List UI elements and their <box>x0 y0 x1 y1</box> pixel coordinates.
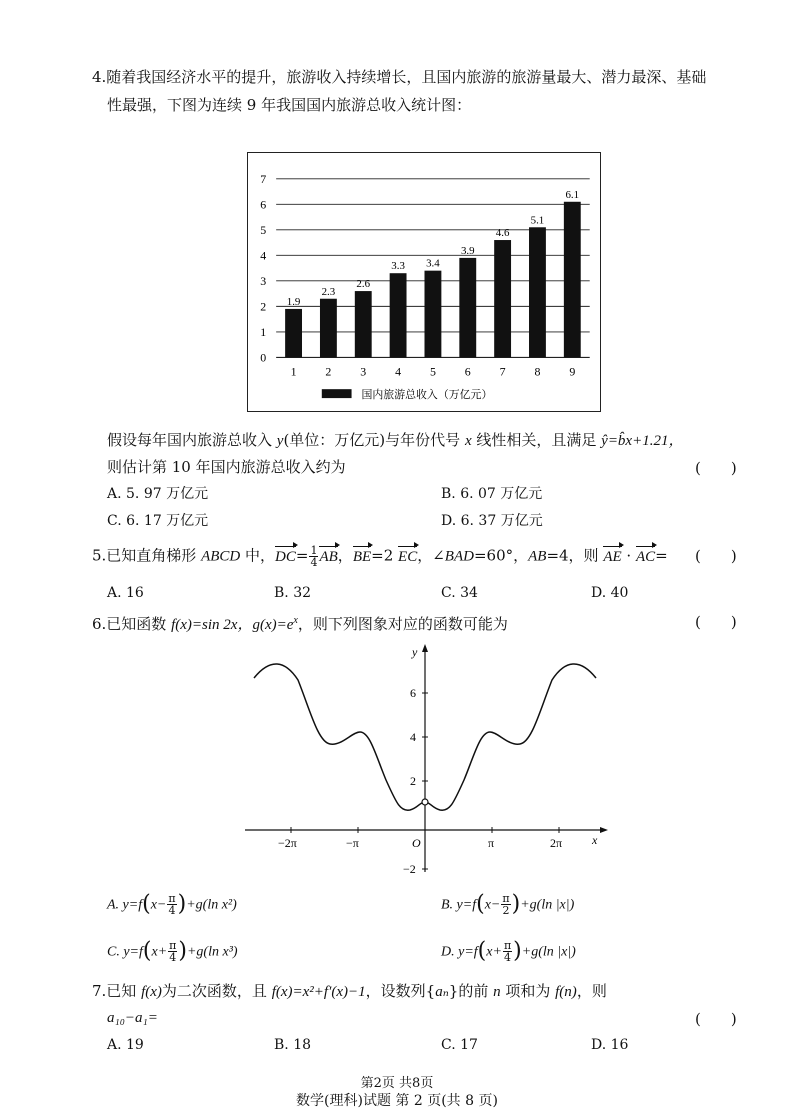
legend-swatch <box>322 389 352 398</box>
x-axis-label: x <box>592 833 598 847</box>
fraction-denominator: 4 <box>310 556 318 569</box>
fraction-numerator: 1 <box>310 544 318 557</box>
q6-c-rparen: ) <box>178 938 187 964</box>
q5-eq2: =2 <box>371 546 399 565</box>
q5-option-b: B. 32 <box>274 585 312 601</box>
q5-text-f: = <box>655 546 668 565</box>
x-tick-label: 5 <box>429 364 436 379</box>
q7-an: aₙ <box>435 984 449 1000</box>
q6-text-a: 6.已知函数 <box>92 615 172 633</box>
x-tick-label: 1 <box>290 364 297 379</box>
q4-stem-line1 <box>107 430 683 451</box>
q6-d-rparen: ) <box>513 938 522 964</box>
bar <box>390 273 407 357</box>
q5-answer-paren: ( ) <box>695 547 737 565</box>
q6-b-prefix: B. y=f <box>441 897 477 913</box>
q6-a-inner: x− <box>150 897 167 913</box>
q5-option-d: D. 40 <box>591 585 629 601</box>
q4-option-d: D. 6. 37 万亿元 <box>441 513 543 529</box>
q6-c-lparen: ( <box>142 938 152 964</box>
q5-text-c: ，∠ <box>417 546 445 565</box>
q6-d-frac-den: 4 <box>504 951 512 964</box>
function-graph <box>240 640 610 875</box>
y-axis-label: y <box>412 645 418 659</box>
x-tick-label: 3 <box>360 364 367 379</box>
q4-stem-line2: 则估计第 10 年国内旅游总收入约为 <box>107 458 346 476</box>
q6-a-frac-den: 4 <box>168 904 176 917</box>
footer-page-number: 第2页 共8页 <box>360 1076 434 1091</box>
y-tick-label: 7 <box>260 171 267 186</box>
q4-option-b: B. 6. 07 万亿元 <box>441 486 543 502</box>
q5-eq1: = <box>295 546 309 565</box>
data-label: 2.3 <box>321 285 336 298</box>
q4-line1: 4.随着我国经济水平的提升，旅游收入持续增长，且国内旅游的旅游量最大、潜力最深、基础 <box>92 68 707 86</box>
q4-option-c: C. 6. 17 万亿元 <box>107 513 209 529</box>
data-label: 3.3 <box>391 260 405 273</box>
vector-ac: AC <box>635 548 656 565</box>
y-tick-label: 1 <box>260 324 267 339</box>
q4-stem-text-c: 线性相关，且满足 <box>471 431 602 449</box>
bar <box>320 299 337 358</box>
q6-b-fraction <box>501 893 510 916</box>
q6-d-suffix: +g(ln |x|) <box>521 944 576 960</box>
bar <box>564 202 581 358</box>
y-tick-label: 5 <box>260 222 267 237</box>
x-axis-arrow <box>600 827 608 833</box>
y-tick-label: 6 <box>260 197 267 212</box>
q5-angle-bad: BAD <box>444 548 474 565</box>
bar <box>285 309 302 357</box>
q5-text-d: =60°， <box>473 546 529 565</box>
q5-comma: ， <box>337 546 353 565</box>
vector-be: BE <box>352 548 372 565</box>
q4-stem-x: x <box>464 433 472 449</box>
q7-text-g: ，则 <box>576 982 607 1000</box>
q7-stem-line2: a₁₀−a₁= <box>107 1010 158 1026</box>
q5-stem <box>92 545 668 568</box>
q6-a-rparen: ) <box>177 891 187 917</box>
x-tick-label: 7 <box>499 364 506 379</box>
q6-b-rparen: ) <box>511 891 521 917</box>
vector-ab: AB <box>319 548 338 565</box>
footer-subject: 数学(理科)试题 第 2 页(共 8 页) <box>296 1093 498 1109</box>
q5-option-c: C. 34 <box>441 585 478 601</box>
q4-stem-y: y <box>276 433 284 449</box>
x-tick-label-pi: π <box>488 836 495 850</box>
y-tick-label-neg2: −2 <box>403 862 416 875</box>
q6-b-frac-num: π <box>502 892 510 905</box>
x-tick-label: 6 <box>464 364 471 379</box>
q6-option-a <box>107 893 237 916</box>
q6-option-c <box>107 940 238 963</box>
q7-text-d: }的前 <box>448 982 494 1000</box>
bar <box>494 240 511 357</box>
y-tick-label-4: 4 <box>410 730 416 744</box>
y-axis-arrow <box>422 644 428 652</box>
data-label: 6.1 <box>565 188 580 201</box>
q5-ab-length: AB <box>528 548 547 565</box>
q6-text-b: ，则下列图象对应的函数可能为 <box>297 615 508 633</box>
q6-d-fraction <box>503 940 512 963</box>
q7-n: n <box>493 984 501 1000</box>
q7-answer-paren: ( ) <box>695 1010 737 1028</box>
bar <box>459 258 476 358</box>
y-tick-label-2: 2 <box>410 774 416 788</box>
hollow-point <box>422 799 428 805</box>
q7-text-e: 项和为 <box>500 982 556 1000</box>
bar <box>529 227 546 357</box>
q6-d-frac-num: π <box>503 939 512 952</box>
vector-ae: AE <box>603 548 622 565</box>
q6-c-frac-den: 4 <box>169 951 177 964</box>
bar <box>424 271 441 358</box>
data-label: 3.9 <box>460 244 475 257</box>
y-tick-label: 4 <box>260 248 267 263</box>
q5-abcd: ABCD <box>201 548 241 565</box>
q6-exponent: x <box>293 615 298 626</box>
origin-label: O <box>412 836 421 850</box>
q7-fx: f(x) <box>141 984 162 1000</box>
q5-text-a: 5.已知直角梯形 <box>92 546 202 565</box>
data-label: 1.9 <box>286 295 301 308</box>
x-tick-label: 8 <box>534 364 541 379</box>
q4-regression-equation: ŷ=b̂x+1.21， <box>601 433 684 449</box>
q6-b-suffix: +g(ln |x|) <box>520 897 575 913</box>
data-label: 4.6 <box>495 227 510 240</box>
q4-answer-paren: ( ) <box>695 459 737 477</box>
q7-option-a: A. 19 <box>107 1037 144 1053</box>
q6-b-lparen: ( <box>476 891 485 917</box>
q6-a-suffix: +g(ln x²) <box>186 897 237 913</box>
q4-option-a: A. 5. 97 万亿元 <box>107 486 209 502</box>
x-tick-label-neg2pi: −2π <box>278 836 297 850</box>
q6-c-frac-num: π <box>169 939 177 952</box>
q6-c-fraction <box>168 940 177 963</box>
q7-equation: f(x)=x²+f′(x)−1 <box>271 984 366 1000</box>
q6-stem <box>92 611 508 635</box>
q7-option-c: C. 17 <box>441 1037 478 1053</box>
fraction-one-quarter <box>309 545 318 568</box>
data-label: 5.1 <box>530 214 545 227</box>
q6-a-lparen: ( <box>142 891 151 917</box>
q6-c-inner: x+ <box>151 944 168 960</box>
x-tick-label-negpi: −π <box>346 836 359 850</box>
q6-d-lparen: ( <box>477 938 487 964</box>
vector-ec: EC <box>398 548 418 565</box>
q7-text-a: 7.已知 <box>92 982 142 1000</box>
legend-label: 国内旅游总收入（万亿元） <box>361 388 493 402</box>
q7-stem-line1 <box>92 981 607 1002</box>
q6-functions: f(x)=sin 2x，g(x)=e <box>171 617 294 633</box>
q4-line2: 性最强，下图为连续 9 年我国国内旅游总收入统计图： <box>107 96 472 114</box>
q6-b-frac-den: 2 <box>502 904 510 917</box>
q6-answer-paren: ( ) <box>695 613 737 631</box>
y-tick-label-6: 6 <box>410 686 416 700</box>
q7-fn: f(n) <box>555 984 577 1000</box>
q6-b-inner: x− <box>484 897 501 913</box>
x-tick-label: 9 <box>569 364 576 379</box>
q5-text-b: 中， <box>240 546 276 565</box>
y-tick-label: 2 <box>260 299 267 314</box>
q6-c-prefix: C. y=f <box>107 944 143 960</box>
q4-stem-text-a: 假设每年国内旅游总收入 <box>107 431 277 449</box>
y-tick-label: 0 <box>260 350 267 365</box>
q7-text-c: ，设数列{ <box>365 982 436 1000</box>
q5-option-a: A. 16 <box>107 585 144 601</box>
q6-option-b <box>441 893 574 916</box>
q6-d-inner: x+ <box>486 944 502 960</box>
x-tick-label-2pi: 2π <box>550 836 563 850</box>
q6-c-suffix: +g(ln x³) <box>186 944 238 960</box>
q7-option-d: D. 16 <box>591 1037 629 1053</box>
q6-d-prefix: D. y=f <box>441 944 478 960</box>
q5-dot: · <box>621 546 636 565</box>
vector-dc: DC <box>275 548 296 565</box>
q4-stem-text-b: (单位：万亿元)与年份代号 <box>283 431 465 449</box>
q7-text-b: 为二次函数，且 <box>161 982 272 1000</box>
bar <box>355 291 372 357</box>
y-tick-label: 3 <box>260 273 267 288</box>
bar-chart <box>247 152 601 412</box>
x-tick-label: 4 <box>395 364 402 379</box>
data-label: 2.6 <box>356 278 371 291</box>
q6-option-d <box>441 940 576 963</box>
q6-a-prefix: A. y=f <box>107 897 143 913</box>
q6-a-frac-num: π <box>168 892 176 905</box>
data-label: 3.4 <box>426 257 440 270</box>
x-tick-label: 2 <box>325 364 332 379</box>
q6-a-fraction <box>167 893 176 916</box>
q7-option-b: B. 18 <box>274 1037 312 1053</box>
q5-text-e: =4，则 <box>546 546 604 565</box>
